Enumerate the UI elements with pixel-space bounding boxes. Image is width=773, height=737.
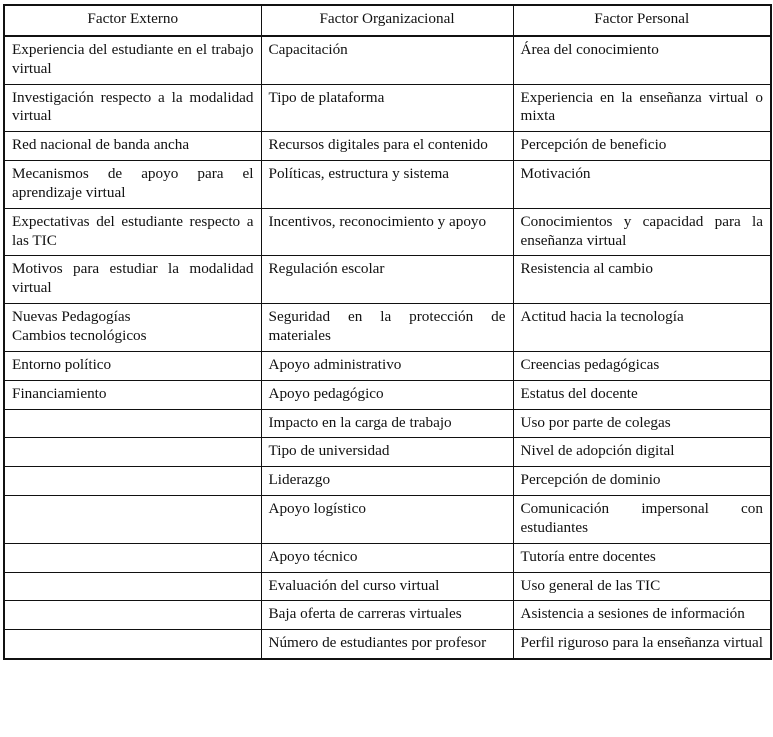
cell-factor-organizacional: Recursos digitales para el contenido <box>261 132 513 161</box>
cell-factor-externo-empty <box>4 438 261 467</box>
cell-factor-organizacional: Número de estudiantes por profesor <box>261 630 513 659</box>
cell-line-2: Cambios tecnológicos <box>12 326 147 344</box>
table-row <box>4 132 771 161</box>
cell-factor-organizacional: Apoyo logístico <box>261 496 513 544</box>
cell-factor-personal: Área del conocimiento <box>513 36 771 84</box>
table-row <box>4 601 771 630</box>
table-row <box>4 409 771 438</box>
table-row <box>4 496 771 544</box>
cell-factor-personal: Asistencia a sesiones de información <box>513 601 771 630</box>
cell-factor-externo: Motivos para estudiar la modalidad virtual <box>4 256 261 304</box>
cell-factor-personal: Experiencia en la enseñanza virtual o mixta <box>513 84 771 132</box>
cell-factor-organizacional: Seguridad en la protección de materiales <box>261 304 513 352</box>
cell-factor-externo: Red nacional de banda ancha <box>4 132 261 161</box>
cell-factor-organizacional: Tipo de universidad <box>261 438 513 467</box>
cell-factor-organizacional: Baja oferta de carreras virtuales <box>261 601 513 630</box>
cell-factor-personal: Uso por parte de colegas <box>513 409 771 438</box>
cell-factor-externo <box>4 304 261 352</box>
cell-factor-personal: Resistencia al cambio <box>513 256 771 304</box>
cell-factor-organizacional: Tipo de plataforma <box>261 84 513 132</box>
table-row <box>4 630 771 659</box>
cell-factor-organizacional: Capacitación <box>261 36 513 84</box>
table-row <box>4 467 771 496</box>
table-header <box>4 5 771 36</box>
cell-factor-organizacional: Impacto en la carga de trabajo <box>261 409 513 438</box>
cell-factor-personal: Estatus del docente <box>513 380 771 409</box>
table-body <box>4 36 771 659</box>
cell-factor-organizacional: Políticas, estructura y sistema <box>261 161 513 209</box>
cell-factor-externo: Expectativas del estudiante respecto a las TIC <box>4 208 261 256</box>
cell-factor-organizacional: Evaluación del curso virtual <box>261 572 513 601</box>
column-header-factor-externo: Factor Externo <box>4 5 261 36</box>
table-row <box>4 543 771 572</box>
cell-factor-organizacional: Incentivos, reconocimiento y apoyo <box>261 208 513 256</box>
cell-factor-personal: Perfil riguroso para la enseñanza virtual <box>513 630 771 659</box>
cell-factor-personal: Actitud hacia la tecnología <box>513 304 771 352</box>
table-row <box>4 304 771 352</box>
cell-factor-organizacional: Apoyo pedagógico <box>261 380 513 409</box>
cell-factor-organizacional: Apoyo técnico <box>261 543 513 572</box>
cell-factor-personal: Nivel de adopción digital <box>513 438 771 467</box>
cell-line-1: Nuevas Pedagogías <box>12 308 131 326</box>
cell-factor-personal: Percepción de beneficio <box>513 132 771 161</box>
cell-factor-externo-empty <box>4 467 261 496</box>
cell-factor-externo-empty <box>4 572 261 601</box>
cell-factor-externo-empty <box>4 409 261 438</box>
cell-factor-organizacional: Regulación escolar <box>261 256 513 304</box>
table-row <box>4 572 771 601</box>
cell-factor-externo: Entorno político <box>4 351 261 380</box>
table-header-row <box>4 5 771 36</box>
column-header-factor-organizacional: Factor Organizacional <box>261 5 513 36</box>
cell-factor-personal: Creencias pedagógicas <box>513 351 771 380</box>
table-row <box>4 256 771 304</box>
table-row <box>4 438 771 467</box>
cell-factor-personal: Percepción de dominio <box>513 467 771 496</box>
table-row <box>4 161 771 209</box>
cell-factor-externo-empty <box>4 543 261 572</box>
table-row <box>4 208 771 256</box>
cell-factor-personal: Conocimientos y capacidad para la enseñanza virtual <box>513 208 771 256</box>
cell-factor-externo: Financiamiento <box>4 380 261 409</box>
cell-factor-personal: Comunicación impersonal con estudiantes <box>513 496 771 544</box>
table-row <box>4 84 771 132</box>
cell-factor-externo: Experiencia del estudiante en el trabajo virtual <box>4 36 261 84</box>
column-header-factor-personal: Factor Personal <box>513 5 771 36</box>
cell-factor-externo: Investigación respecto a la modalidad virtual <box>4 84 261 132</box>
cell-factor-externo-empty <box>4 601 261 630</box>
cell-factor-externo: Mecanismos de apoyo para el aprendizaje virtual <box>4 161 261 209</box>
cell-factor-personal: Tutoría entre docentes <box>513 543 771 572</box>
cell-factor-personal: Motivación <box>513 161 771 209</box>
cell-factor-personal: Uso general de las TIC <box>513 572 771 601</box>
cell-factor-organizacional: Liderazgo <box>261 467 513 496</box>
cell-factor-externo-empty <box>4 630 261 659</box>
table-row <box>4 380 771 409</box>
table-row <box>4 36 771 84</box>
table-row <box>4 351 771 380</box>
cell-factor-externo-empty <box>4 496 261 544</box>
factors-table <box>3 4 772 660</box>
cell-factor-organizacional: Apoyo administrativo <box>261 351 513 380</box>
